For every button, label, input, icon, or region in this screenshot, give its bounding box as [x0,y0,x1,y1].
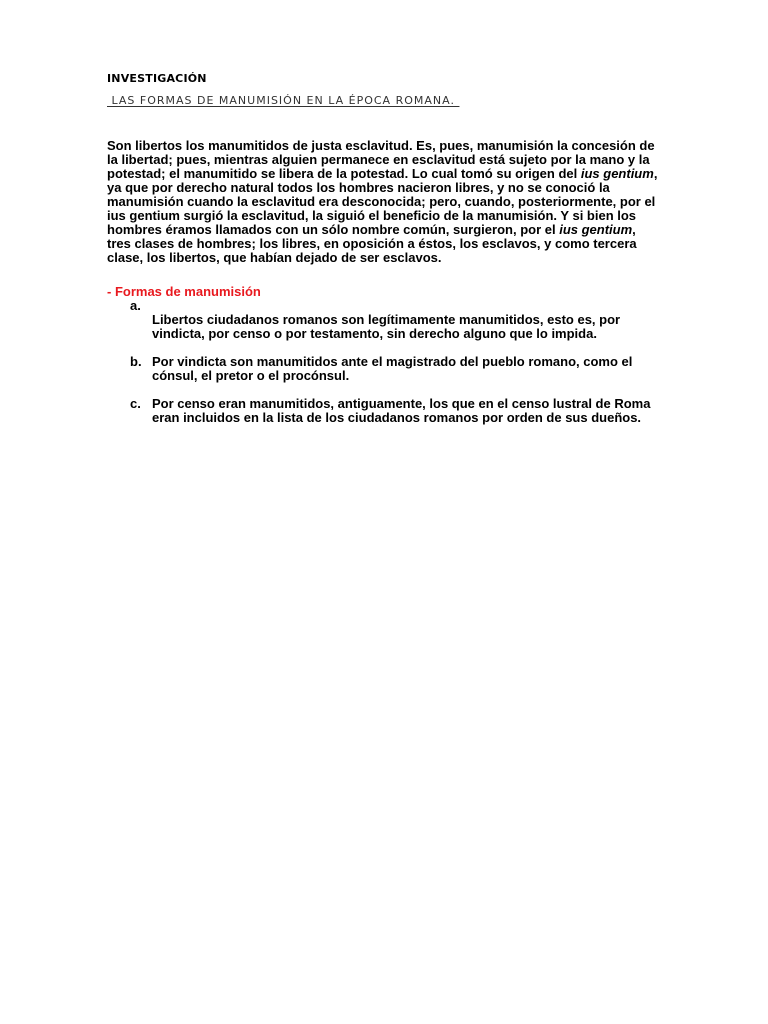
paragraph-italic-term-2: ius gentium [559,222,633,237]
paragraph-italic-term-1: ius gentium [580,166,654,181]
section-heading: - Formas de manumisión [107,284,261,299]
list-item-text: Por censo eran manumitidos, antiguamente, los que en el censo lustral de Roma eran incluidos en la lista de los ciudadanos romanos por orden de sus dueños. [152,396,651,425]
list-item [107,355,667,383]
document-heading: INVESTIGACIÓN [107,72,207,85]
paragraph-text-part-3: , tres clases de hombres; los libres, en oposición a éstos, los esclavos, y como tercera clase, los libertos, que habían dejado de ser esclavos. [107,222,637,265]
list-item-marker: c. [130,396,141,411]
intro-paragraph [107,139,663,265]
list-item [107,397,667,425]
manumission-forms-list [107,299,667,425]
paragraph-text-part-2: , ya que por derecho natural todos los hombres nacieron libres, y no se conoció la manumisión cuando la esclavitud era desconocida; pero, cuando, posteriormente, por el ius gentium surgió la esclavitud, la siguió el beneficio de la manumisión. Y si bien los hombres éramos llamados con un sólo nombre común, surgieron, por el [107,166,658,237]
list-item-marker: b. [130,354,142,369]
document-subtitle: LAS FORMAS DE MANUMISIÓN EN LA ÉPOCA ROMANA. [107,94,460,107]
paragraph-text-part-1: Son libertos los manumitidos de justa esclavitud. Es, pues, manumisión la concesión de la libertad; pues, mientras alguien permanece en esclavitud está sujeto por la mano y la potestad; el manumitido se libera de la potestad. Lo cual tomó su origen del [107,138,655,181]
list-item-text: Libertos ciudadanos romanos son legítimamente manumitidos, esto es, por vindicta, por censo o por testamento, sin derecho alguno que lo impida. [152,312,621,341]
list-item-marker: a. [130,298,141,313]
list-item-text: Por vindicta son manumitidos ante el magistrado del pueblo romano, como el cónsul, el pretor o el procónsul. [152,354,633,383]
list-item [107,299,667,341]
